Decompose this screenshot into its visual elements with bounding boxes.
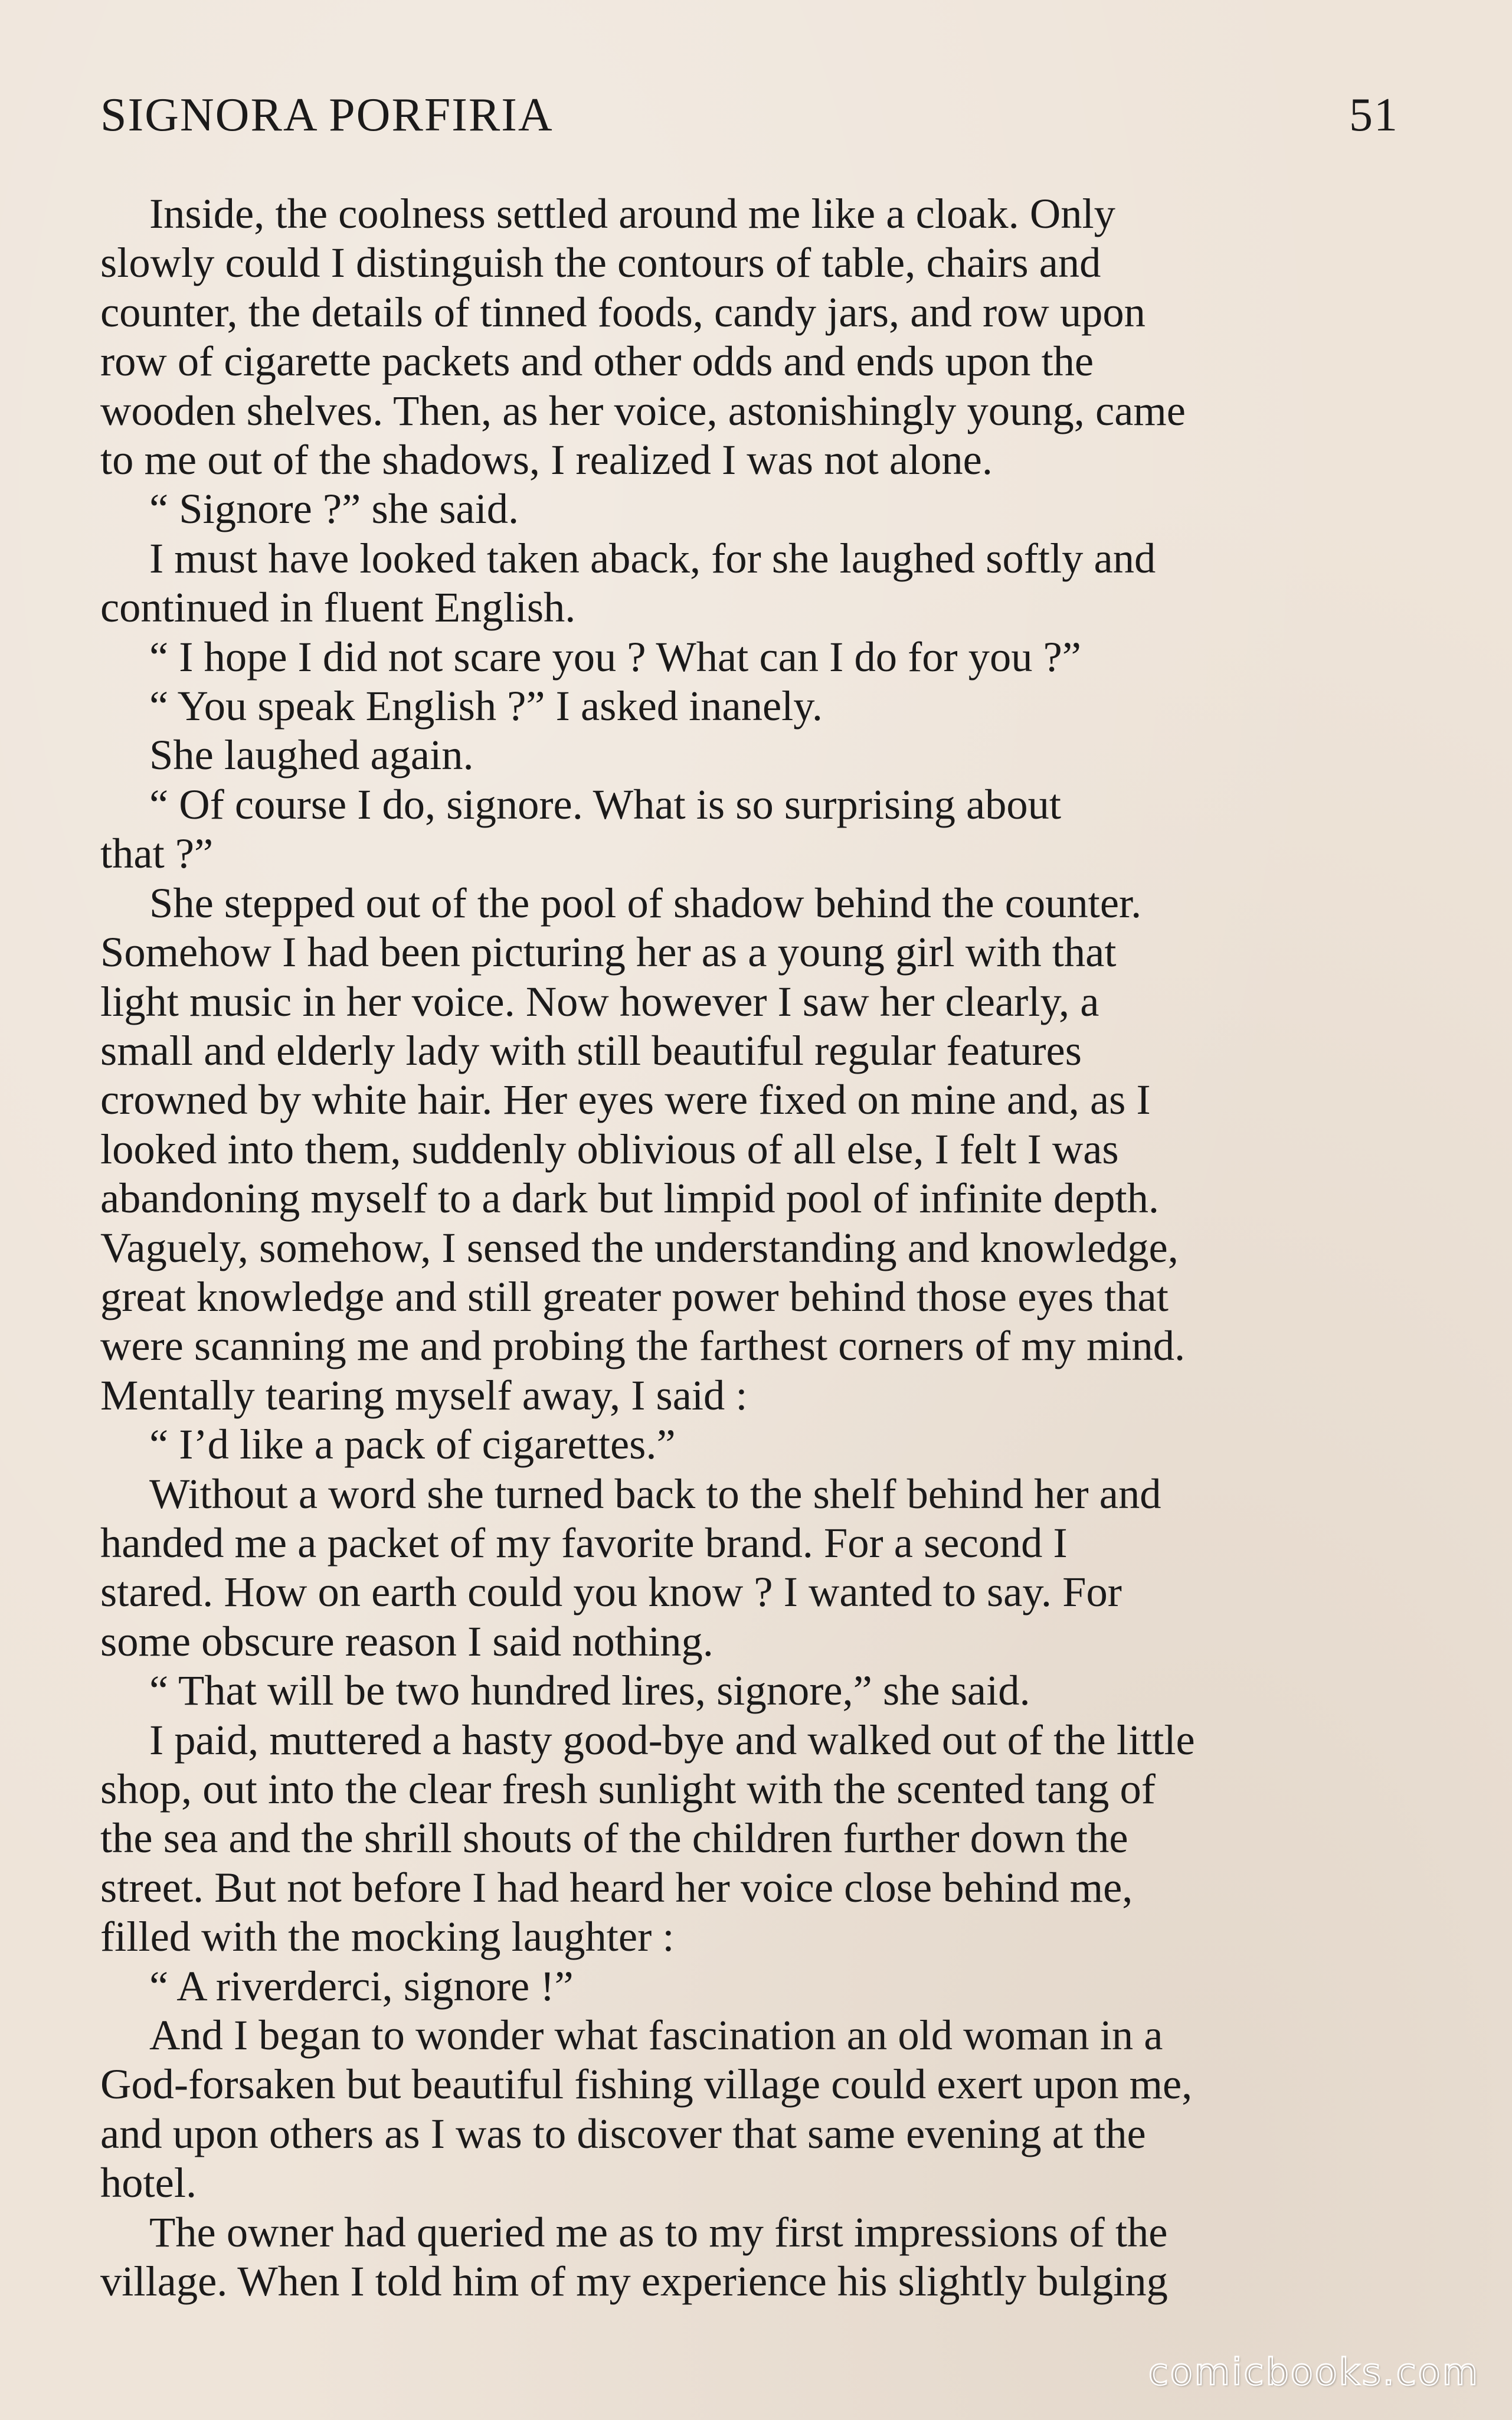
paragraph: And I began to wonder what fascination an old woman in a God-forsaken but beautiful fishing village could exert upon me, and upon others as I was to discover that same evening at the hotel. xyxy=(100,2011,1193,2207)
paragraph: I must have looked taken aback, for she laughed softly and continued in fluent English. xyxy=(100,534,1156,632)
paragraph: “ A riverderci, signore !” xyxy=(149,1961,574,2010)
paragraph: “ Signore ?” she said. xyxy=(149,485,519,533)
paragraph: “ That will be two hundred lires, signore,” she said. xyxy=(149,1666,1030,1715)
paragraph: “ I hope I did not scare you ? What can I do for you ?” xyxy=(149,632,1081,681)
paragraph: Without a word she turned back to the shelf behind her and handed me a packet of my favorite brand. For a second I stared. How on earth could you know ? I wanted to say. For some obscure reason I said nothing. xyxy=(100,1469,1161,1665)
body-text xyxy=(100,189,1405,2305)
paragraph: She laughed again. xyxy=(149,731,474,779)
paragraph: “ Of course I do, signore. What is so surprising about that ?” xyxy=(100,780,1062,878)
watermark: comicbooks.com xyxy=(1148,2350,1480,2393)
running-head xyxy=(100,89,1399,148)
paragraph: She stepped out of the pool of shadow behind the counter. Somehow I had been picturing her as a young girl with that light music in her voice. Now however I saw her clearly, a small and elderly lady with still beautiful regular features crowned by white hair. Her eyes were fixed on mine and, as I looked into them, suddenly oblivious of all else, I felt I was abandoning myself to a dark but limpid pool of infinite depth. Vaguely, somehow, I sensed the understanding and knowledge, great knowledge and still greater power behind those eyes that were scanning me and probing the farthest corners of my mind. Mentally tearing myself away, I said : xyxy=(100,878,1186,1419)
paragraph: “ I’d like a pack of cigarettes.” xyxy=(149,1420,676,1469)
paragraph: The owner had queried me as to my first impressions of the village. When I told him of my experience his slightly bulging xyxy=(100,2208,1168,2305)
page-number: 51 xyxy=(1349,89,1399,141)
paragraph: “ You speak English ?” I asked inanely. xyxy=(149,682,823,730)
running-head-title: SIGNORA PORFIRIA xyxy=(100,89,554,141)
paragraph: Inside, the coolness settled around me like a cloak. Only slowly could I distinguish the contours of table, chairs and counter, the details of tinned foods, candy jars, and row upon row of cigarette packets and other odds and ends upon the wooden shelves. Then, as her voice, astonishingly young, came to me out of the shadows, I realized I was not alone. xyxy=(100,189,1186,484)
paragraph: I paid, muttered a hasty good-bye and walked out of the little shop, out into the clear fresh sunlight with the scented tang of the sea and the shrill shouts of the children further down the street. But not before I had heard her voice close behind me, filled with the mocking laughter : xyxy=(100,1715,1195,1961)
